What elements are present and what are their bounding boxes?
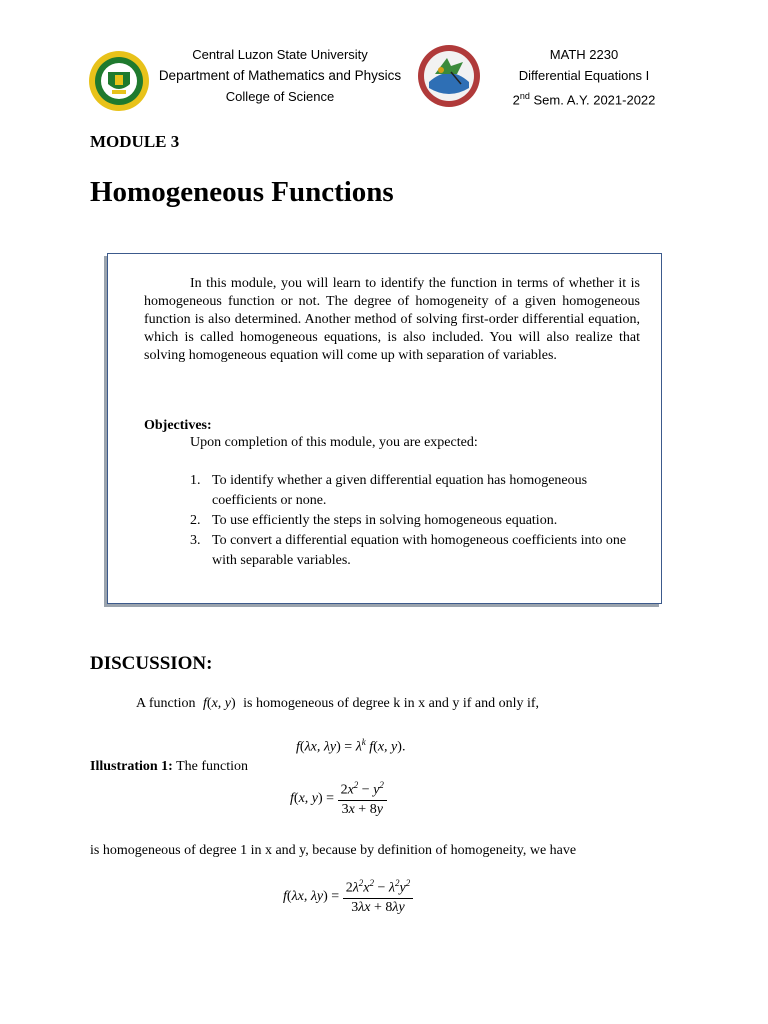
college-seal-logo	[417, 44, 481, 108]
conclusion-line: is homogeneous of degree 1 in x and y, because by definition of homogeneity, we have	[90, 843, 577, 858]
module-label: MODULE 3	[90, 132, 180, 151]
objectives-label: Objectives:	[144, 418, 212, 433]
list-item: 2. To use efficiently the steps in solving homogeneous equation.	[190, 513, 558, 528]
university-name: Central Luzon State University	[192, 47, 368, 62]
objectives-list	[190, 471, 645, 571]
illustration-line: Illustration 1: The function	[90, 759, 249, 774]
semester: 2nd Sem. A.Y. 2021-2022	[512, 91, 656, 108]
course-code: MATH 2230	[549, 47, 619, 62]
discussion-heading: DISCUSSION:	[90, 653, 213, 674]
example-function-equation: f(x, y) = $\frac{2x^2 - y^2}{3x + 8y}$	[290, 780, 387, 818]
function-notation: f(x, y)	[203, 696, 236, 711]
header-institution	[150, 44, 410, 107]
course-title: Differential Equations I	[518, 68, 650, 83]
university-seal-logo	[88, 50, 150, 112]
scaled-fraction: $\frac{2\lambda^2x^2 - \lambda^2y^2}{3\lambda x + 8\lambda y}$	[343, 878, 414, 916]
list-item: 1. To identify whether a given differential equation has homogeneous coefficients or none.	[190, 473, 588, 508]
department-name: Department of Mathematics and Physics	[158, 68, 402, 83]
header-course	[496, 44, 672, 110]
intro-paragraph: In this module, you will learn to identify the function in terms of whether it is homogeneous function or not. The degree of homogeneity of a given homogeneous function is also determined. Another method of solving first-order differential equation, which is called homogeneous equations, is also included. You will also realize that solving homogeneous equation will come up with separation of variables.	[144, 276, 640, 363]
homogeneity-definition-equation: f(λx, $\lambda y) = \lambda^k$ f(x, y).	[296, 737, 406, 755]
definition-line: A function f(x, y) is homogeneous of degree k in x and y if and only if,	[136, 696, 540, 711]
example-fraction: $\frac{2x^2 - y^2}{3x + 8y}$	[338, 780, 387, 818]
list-item: 3. To convert a differential equation with homogeneous coefficients into one with separable variables.	[190, 533, 627, 568]
college-name: College of Science	[225, 89, 335, 104]
objectives-intro: Upon completion of this module, you are expected:	[190, 435, 478, 450]
page-title: Homogeneous Functions	[90, 176, 394, 208]
scaled-function-equation: f(λx, λy) = $\frac{2\lambda^2x^2 - \lambda^2y^2}{3\lambda x + 8\lambda y}$	[283, 878, 413, 916]
